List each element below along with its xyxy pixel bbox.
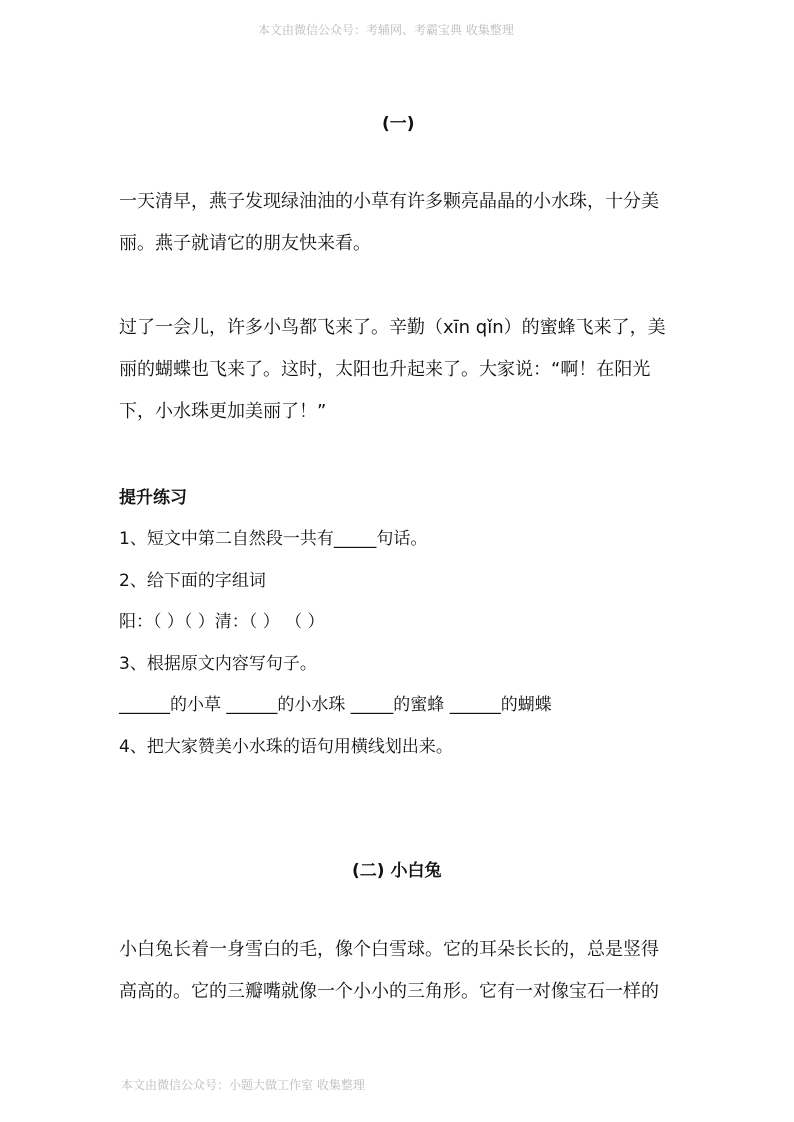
section-2-paragraph-1 [119, 929, 699, 1013]
watermark-bottom: 本文由微信公众号：小题大做工作室 收集整理 [121, 1078, 365, 1092]
text-line: 下，小水珠更加美丽了！” [119, 401, 327, 422]
section-2-title: (二) 小白兔 [352, 861, 442, 881]
section-1-title: (一) [382, 114, 415, 134]
text-line: 丽。燕子就请它的朋友快来看。 [119, 233, 371, 254]
text-line: 过了一会儿，许多小鸟都飞来了。辛勤（xīn qǐn）的蜜蜂飞来了，美 [119, 317, 666, 338]
question-2-blanks: 阳：（ ）（ ）清：（ ） （ ） [119, 612, 325, 632]
section-1-paragraph-1 [119, 181, 699, 265]
watermark-top: 本文由微信公众号：考辅网、考霸宝典 收集整理 [258, 23, 514, 37]
exercise-heading: 提升练习 [119, 488, 187, 508]
question-1: 1、短文中第二自然段一共有_____句话。 [119, 529, 428, 549]
question-3-blanks: ______的小草 ______的小水珠 _____的蜜蜂 ______的蝴蝶 [119, 695, 552, 715]
question-3: 3、根据原文内容写句子。 [119, 654, 317, 674]
question-4: 4、把大家赞美小水珠的语句用横线划出来。 [119, 737, 453, 757]
section-1-paragraph-2 [119, 307, 699, 433]
text-line: 一天清早，燕子发现绿油油的小草有许多颗亮晶晶的小水珠，十分美 [119, 191, 659, 212]
question-2: 2、给下面的字组词 [119, 571, 266, 591]
text-line: 高高的。它的三瓣嘴就像一个小小的三角形。它有一对像宝石一样的 [119, 981, 659, 1002]
text-line: 小白兔长着一身雪白的毛，像个白雪球。它的耳朵长长的，总是竖得 [119, 939, 659, 960]
text-line: 丽的蝴蝶也飞来了。这时，太阳也升起来了。大家说：“啊！在阳光 [119, 359, 651, 380]
